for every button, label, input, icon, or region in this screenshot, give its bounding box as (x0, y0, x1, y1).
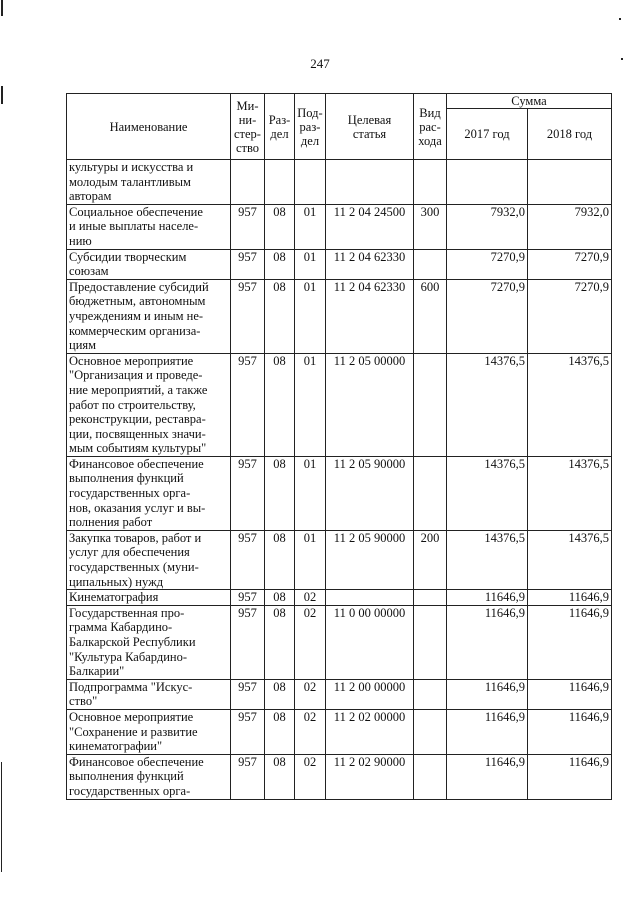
ministry-cell: 957 (231, 605, 265, 679)
name-cell: Основное мероприятие "Организация и проведе- ние мероприятий, а также работ по строительству, реконструкции, реставра- ции, посвященных значи- мым событиям культуры" (67, 353, 231, 456)
sum-2017-cell: 11646,9 (447, 679, 528, 709)
sum-2018-cell: 7932,0 (528, 204, 612, 249)
subsection-cell (295, 160, 326, 205)
section-cell: 08 (265, 679, 295, 709)
header-target-item: Целевая статья (326, 94, 414, 160)
ministry-cell: 957 (231, 249, 265, 279)
expense-type-cell (414, 160, 447, 205)
sum-2018-cell: 14376,5 (528, 456, 612, 530)
scan-edge-mark-left-top (1, 0, 3, 16)
subsection-cell: 01 (295, 279, 326, 353)
header-sum: Сумма (447, 94, 612, 109)
header-subsection: Под- раз- дел (295, 94, 326, 160)
sum-2018-cell: 11646,9 (528, 754, 612, 799)
ministry-cell: 957 (231, 590, 265, 606)
subsection-cell: 01 (295, 456, 326, 530)
budget-table (66, 93, 612, 800)
target-item-cell: 11 2 04 62330 (326, 249, 414, 279)
sum-2018-cell (528, 160, 612, 205)
ministry-cell: 957 (231, 353, 265, 456)
sum-2017-cell: 7270,9 (447, 279, 528, 353)
subsection-cell: 02 (295, 590, 326, 606)
scan-edge-mark-left-middle (1, 86, 3, 104)
ministry-cell (231, 160, 265, 205)
header-expense-type: Вид рас- хода (414, 94, 447, 160)
target-item-cell: 11 2 05 00000 (326, 353, 414, 456)
ministry-cell: 957 (231, 530, 265, 589)
sum-2017-cell: 11646,9 (447, 590, 528, 606)
table-row (67, 530, 612, 589)
ministry-cell: 957 (231, 679, 265, 709)
sum-2018-cell: 11646,9 (528, 679, 612, 709)
name-cell: Предоставление субсидий бюджетным, автономным учреждениям и иным не- коммерческим организа- циям (67, 279, 231, 353)
expense-type-cell (414, 456, 447, 530)
subsection-cell: 01 (295, 353, 326, 456)
section-cell (265, 160, 295, 205)
section-cell: 08 (265, 204, 295, 249)
section-cell: 08 (265, 456, 295, 530)
table-row (67, 679, 612, 709)
sum-2017-cell: 11646,9 (447, 605, 528, 679)
sum-2017-cell: 11646,9 (447, 754, 528, 799)
ministry-cell: 957 (231, 709, 265, 754)
name-cell: Субсидии творческим союзам (67, 249, 231, 279)
target-item-cell: 11 0 00 00000 (326, 605, 414, 679)
expense-type-cell: 300 (414, 204, 447, 249)
subsection-cell: 02 (295, 709, 326, 754)
scan-dot-top-right (619, 18, 621, 20)
ministry-cell: 957 (231, 456, 265, 530)
table-row (67, 249, 612, 279)
name-cell: Закупка товаров, работ и услуг для обеспечения государственных (муни- ципальных) нужд (67, 530, 231, 589)
sum-2018-cell: 14376,5 (528, 353, 612, 456)
sum-2017-cell: 7932,0 (447, 204, 528, 249)
section-cell: 08 (265, 279, 295, 353)
header-name: Наименование (67, 94, 231, 160)
table-row (67, 456, 612, 530)
target-item-cell: 11 2 04 62330 (326, 279, 414, 353)
ministry-cell: 957 (231, 279, 265, 353)
subsection-cell: 02 (295, 754, 326, 799)
header-ministry: Ми- ни- стер- ство (231, 94, 265, 160)
name-cell: Подпрограмма "Искус- ство" (67, 679, 231, 709)
sum-2017-cell (447, 160, 528, 205)
subsection-cell: 01 (295, 204, 326, 249)
sum-2018-cell: 14376,5 (528, 530, 612, 589)
expense-type-cell: 600 (414, 279, 447, 353)
sum-2017-cell: 14376,5 (447, 456, 528, 530)
header-year-2017: 2017 год (447, 109, 528, 160)
target-item-cell: 11 2 04 24500 (326, 204, 414, 249)
expense-type-cell (414, 709, 447, 754)
target-item-cell: 11 2 02 00000 (326, 709, 414, 754)
table-row (67, 160, 612, 205)
subsection-cell: 01 (295, 530, 326, 589)
expense-type-cell (414, 754, 447, 799)
target-item-cell: 11 2 02 90000 (326, 754, 414, 799)
sum-2017-cell: 14376,5 (447, 530, 528, 589)
section-cell: 08 (265, 754, 295, 799)
sum-2017-cell: 14376,5 (447, 353, 528, 456)
table-row (67, 754, 612, 799)
sum-2018-cell: 11646,9 (528, 709, 612, 754)
table-row (67, 590, 612, 606)
ministry-cell: 957 (231, 754, 265, 799)
header-year-2018: 2018 год (528, 109, 612, 160)
expense-type-cell (414, 353, 447, 456)
sum-2017-cell: 7270,9 (447, 249, 528, 279)
target-item-cell: 11 2 05 90000 (326, 530, 414, 589)
scan-edge-mark-left-bottom (1, 762, 2, 872)
table-row (67, 605, 612, 679)
table-row (67, 709, 612, 754)
sum-2018-cell: 11646,9 (528, 590, 612, 606)
sum-2017-cell: 11646,9 (447, 709, 528, 754)
name-cell: Социальное обеспечение и иные выплаты населе- нию (67, 204, 231, 249)
name-cell: Государственная про- грамма Кабардино- Балкарской Республики "Культура Кабардино- Балкарии" (67, 605, 231, 679)
header-section: Раз- дел (265, 94, 295, 160)
table-row (67, 204, 612, 249)
target-item-cell (326, 590, 414, 606)
target-item-cell: 11 2 00 00000 (326, 679, 414, 709)
page-number: 247 (310, 56, 330, 71)
section-cell: 08 (265, 353, 295, 456)
name-cell: Кинематография (67, 590, 231, 606)
name-cell: Финансовое обеспечение выполнения функций государственных орга- (67, 754, 231, 799)
scan-dot-right (621, 58, 623, 60)
name-cell: Основное мероприятие "Сохранение и развитие кинематографии" (67, 709, 231, 754)
subsection-cell: 01 (295, 249, 326, 279)
section-cell: 08 (265, 605, 295, 679)
target-item-cell (326, 160, 414, 205)
sum-2018-cell: 7270,9 (528, 249, 612, 279)
section-cell: 08 (265, 709, 295, 754)
sum-2018-cell: 7270,9 (528, 279, 612, 353)
expense-type-cell: 200 (414, 530, 447, 589)
expense-type-cell (414, 590, 447, 606)
section-cell: 08 (265, 530, 295, 589)
ministry-cell: 957 (231, 204, 265, 249)
section-cell: 08 (265, 590, 295, 606)
subsection-cell: 02 (295, 605, 326, 679)
section-cell: 08 (265, 249, 295, 279)
subsection-cell: 02 (295, 679, 326, 709)
expense-type-cell (414, 679, 447, 709)
table-row (67, 279, 612, 353)
sum-2018-cell: 11646,9 (528, 605, 612, 679)
name-cell: культуры и искусства и молодым талантливым авторам (67, 160, 231, 205)
expense-type-cell (414, 249, 447, 279)
name-cell: Финансовое обеспечение выполнения функций государственных орга- нов, оказания услуг и вы- полнения работ (67, 456, 231, 530)
expense-type-cell (414, 605, 447, 679)
table-row (67, 353, 612, 456)
target-item-cell: 11 2 05 90000 (326, 456, 414, 530)
